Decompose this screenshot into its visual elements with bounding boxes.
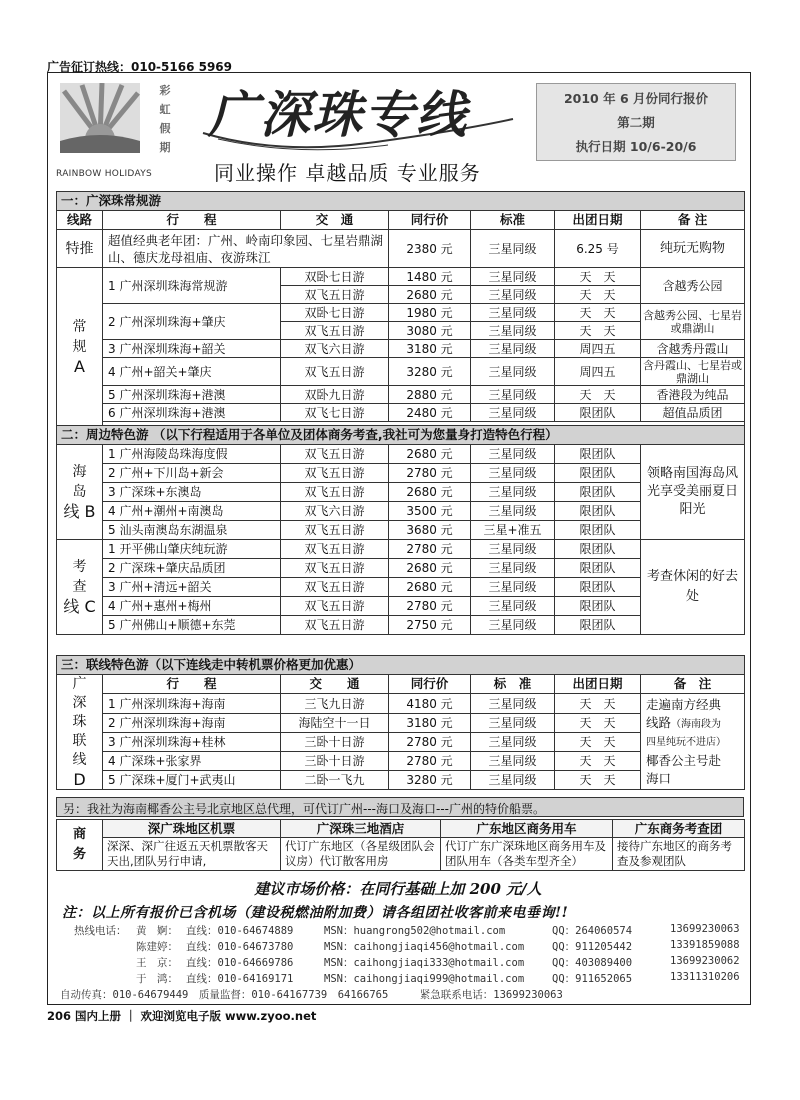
table-row: 3 广州深圳珠海+桂林 三卧十日游 2780 元 三星同级 天 天 [57, 733, 745, 752]
header [48, 73, 748, 189]
table-row: 海 岛 线 B 1 广州海陵岛珠海度假 双飞五日游 2680 元 三星同级 限团队 领略南国海岛风光享受美丽夏日阳光 [57, 445, 745, 464]
ad-hotline: 广告征订热线：010-5166 5969 [47, 60, 233, 74]
table-row: 4 广州+韶关+肇庆 双飞五日游 3280 元 三星同级 周四五 含丹霞山、七星岩或鼎湖山 [57, 358, 745, 386]
routes-table-main [56, 191, 745, 635]
business-col-title: 广深珠三地酒店 [281, 820, 441, 838]
logo-english: RAINBOW HOLIDAYS [56, 169, 153, 179]
combined-remark: 走遍南方经典 线路（海南段为 四星纯玩不进店） 椰香公主号赴 海口 [641, 694, 745, 790]
contact-row: 于 鸿： 直线：010-64169171 MSN：caihongjiaqi999@hotmail.com QQ：911652065 13311310206 [136, 971, 740, 985]
contact-row: 热线电话： 黄 婀： 直线：010-64674889 MSN：huangrong502@hotmail.com QQ：264060574 13699230063 [74, 923, 740, 937]
logo [54, 77, 154, 185]
slogan: 同业操作 卓越品质 专业服务 [214, 161, 481, 185]
table-row: 2 广州深圳珠海+肇庆 双卧七日游 1980 元 三星同级 天 天 含越秀公园、七星岩或鼎湖山 [57, 304, 745, 322]
business-col-title: 深广珠地区机票 [103, 820, 281, 838]
category-b: 海 岛 线 B [57, 445, 103, 540]
table-row: 5 汕头南澳岛东湖温泉 双飞五日游 3680 元 三星+准五 限团队 [57, 521, 745, 540]
business-services-table [56, 819, 745, 871]
logo-chinese: 彩 虹 假 期 [159, 84, 171, 154]
table-row: 3 广深珠+东澳岛 双飞五日游 2680 元 三星同级 限团队 [57, 483, 745, 502]
section-3-title: 三：联线特色游（以下连线走中转机票价格更加优惠） [57, 656, 745, 675]
price-sheet [47, 72, 751, 1005]
business-col-text: 代订广东广深珠地区商务用车及团队用车（各类车型齐全） [441, 838, 613, 871]
section-2-title: 二：周边特色游 （以下行程适用于各单位及团体商务考查,我社可为您量身打造特色行程） [57, 426, 745, 445]
price-notice: 注：以上所有报价已含机场（建设税燃油附加费）请各组团社收客前来电垂询!! [62, 905, 569, 921]
business-col-text: 代订广东地区（各星级团队会议房）代订散客用房 [281, 838, 441, 871]
table-header-row: 广 深 珠 联 线 D 行 程 交 通 同行价 标 准 出团日期 备 注 [57, 675, 745, 694]
table-row: 2 广州+下川岛+新会 双飞五日游 2780 元 三星同级 限团队 [57, 464, 745, 483]
business-col-text: 接待广东地区的商务考查及参观团队 [613, 838, 745, 871]
page-title: 广深珠专线 [208, 85, 468, 144]
fax-line: 自动传真：010-64679449 质量监督：010-64167739 64166765 紧急联系电话：13699230063 [60, 989, 563, 1001]
table-row: 双飞五日游 2680 元 三星同级 天 天 [57, 286, 745, 304]
section-1-title: 一：广深珠常规游 [57, 192, 745, 211]
business-col-title: 广东地区商务用车 [441, 820, 613, 838]
routes-table-combined [56, 655, 745, 790]
category-c: 考 查 线 C [57, 540, 103, 635]
contact-row: 陈建婷： 直线：010-64673780 MSN：caihongjiaqi456@hotmail.com QQ：911205442 13391859088 [136, 939, 740, 953]
page-footer: 206 国内上册 ｜ 欢迎浏览电子版 www.zyoo.net [47, 1009, 317, 1023]
special-route-row: 特推 超值经典老年团：广州、岭南印象园、七星岩鼎湖山、德庆龙母祖庙、夜游珠江 2380 元 三星同级 6.25 号 纯玩无购物 [57, 230, 745, 268]
table-row: 3 广州+清远+韶关 双飞五日游 2680 元 三星同级 限团队 [57, 578, 745, 597]
table-row: 1 广州深圳珠海+海南 三飞九日游 4180 元 三星同级 天 天 走遍南方经典 线路（海南段为 四星纯玩不进店） 椰香公主号赴 海口 [57, 694, 745, 714]
agency-note: 另：我社为海南椰香公主号北京地区总代理，可代订广州---海口及海口---广州的特价船票。 [56, 797, 744, 817]
rainbow-sun-icon [60, 83, 140, 153]
table-row: 4 广州+惠州+梅州 双飞五日游 2780 元 三星同级 限团队 [57, 597, 745, 616]
category-a: 常 规 A [57, 268, 103, 426]
contact-row: 王 京： 直线：010-64669786 MSN：caihongjiaqi333@hotmail.com QQ：403089400 13699230062 [136, 955, 740, 969]
suggested-price: 建议市场价格：在同行基础上加 200 元/人 [254, 880, 542, 898]
issue-info: 2010 年 6 月份同行报价 第二期 执行日期 10/6-20/6 [536, 83, 736, 161]
business-label: 商 务 [57, 820, 103, 871]
table-row: 2 广深珠+肇庆品质团 双飞五日游 2680 元 三星同级 限团队 [57, 559, 745, 578]
table-row: 常 规 A 1 广州深圳珠海常规游 双卧七日游 1480 元 三星同级 天 天 含越秀公园 [57, 268, 745, 286]
table-row: 4 广深珠+张家界 三卧十日游 2780 元 三星同级 天 天 [57, 752, 745, 771]
table-row: 双飞五日游 3080 元 三星同级 天 天 [57, 322, 745, 340]
table-row: 6 广州深圳珠海+港澳 双飞七日游 2480 元 三星同级 限团队 超值品质团 [57, 404, 745, 422]
table-row: 3 广州深圳珠海+韶关 双飞六日游 3180 元 三星同级 周四五 含越秀丹霞山 [57, 340, 745, 358]
table-row: 4 广州+潮州+南澳岛 双飞六日游 3500 元 三星同级 限团队 [57, 502, 745, 521]
contact-list [60, 923, 754, 1003]
table-row: 5 广深珠+厦门+武夷山 二卧一飞九 3280 元 三星同级 天 天 [57, 771, 745, 790]
table-row: 2 广州深圳珠海+海南 海陆空十一日 3180 元 三星同级 天 天 [57, 714, 745, 733]
table-row: 考 查 线 C 1 开平佛山肇庆纯玩游 双飞五日游 2780 元 三星同级 限团队 考查休闲的好去处 [57, 540, 745, 559]
business-col-text: 深深、深广往返五天机票散客天天出,团队另行申请, [103, 838, 281, 871]
table-header-row: 线路 行 程 交 通 同行价 标准 出团日期 备 注 [57, 211, 745, 230]
business-col-title: 广东商务考查团 [613, 820, 745, 838]
table-row: 5 广州佛山+顺德+东莞 双飞五日游 2750 元 三星同级 限团队 [57, 616, 745, 635]
category-d: 广 深 珠 联 线 D [57, 675, 103, 790]
table-row: 5 广州深圳珠海+港澳 双卧九日游 2880 元 三星同级 天 天 香港段为纯品 [57, 386, 745, 404]
